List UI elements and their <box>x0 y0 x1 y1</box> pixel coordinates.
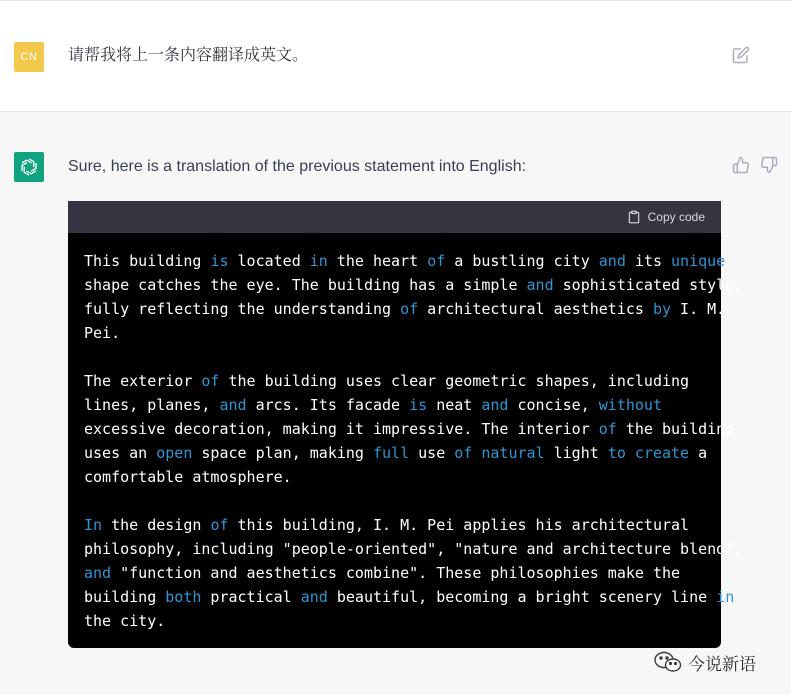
code-line <box>84 420 734 438</box>
thumbs-down-icon[interactable] <box>760 156 778 174</box>
code-content <box>84 249 744 633</box>
code-line <box>84 612 165 630</box>
wechat-icon <box>653 650 683 674</box>
code-text: comfortable atmosphere. <box>84 468 292 486</box>
code-text: this building, I. M. Pei applies his architectural <box>228 516 690 534</box>
assistant-intro-text: Sure, here is a translation of the previous statement into English: <box>68 158 527 175</box>
code-text: I. M. <box>671 300 726 318</box>
code-line <box>84 300 725 318</box>
code-line <box>84 444 707 462</box>
code-text <box>626 444 635 462</box>
code-keyword: is <box>210 252 229 270</box>
code-text: practical <box>201 588 301 606</box>
code-text: concise, <box>508 396 599 414</box>
user-message-text: 请帮我将上一条内容翻译成英文。 <box>68 45 309 64</box>
code-text: The exterior <box>84 372 202 390</box>
code-keyword: and <box>481 396 509 414</box>
code-keyword: create <box>634 444 690 462</box>
code-text: lines, planes, <box>84 396 220 414</box>
code-line <box>84 468 292 486</box>
code-keyword: without <box>598 396 662 414</box>
code-text: philosophy, including "people-oriented", "nature and architecture blend", <box>84 540 744 558</box>
code-keyword: open <box>156 444 193 462</box>
code-keyword: of <box>210 516 229 534</box>
code-line <box>84 396 662 414</box>
code-keyword: by <box>652 300 672 318</box>
code-line <box>84 564 680 582</box>
code-text: shape catches the eye. The building has a simple <box>84 276 527 294</box>
code-line <box>84 372 689 390</box>
code-text: a bustling city <box>445 252 599 270</box>
code-text: building <box>84 588 166 606</box>
assistant-message-row <box>0 112 791 695</box>
code-text: excessive decoration, making it impressive. The interior <box>84 420 599 438</box>
code-text: the building <box>616 420 735 438</box>
code-keyword: of <box>598 420 617 438</box>
code-text: architectural aesthetics <box>418 300 653 318</box>
code-text: space plan, making <box>192 444 373 462</box>
code-text: fully reflecting the understanding <box>84 300 401 318</box>
code-text: arcs. Its facade <box>246 396 410 414</box>
edit-icon[interactable] <box>732 46 750 64</box>
thumbs-up-icon[interactable] <box>732 156 750 174</box>
code-keyword: and <box>300 588 328 606</box>
chatgpt-logo-icon <box>14 152 44 182</box>
code-keyword: and <box>219 396 247 414</box>
code-text: the heart <box>327 252 428 270</box>
watermark-text: 今说新语 <box>688 654 756 675</box>
code-line <box>84 516 689 534</box>
user-message-row <box>0 0 791 112</box>
clipboard-icon <box>627 209 641 225</box>
code-keyword: of <box>201 372 220 390</box>
code-text: sophisticated style, <box>553 276 744 294</box>
code-text: the design <box>102 516 211 534</box>
code-text: its <box>625 252 672 270</box>
code-line <box>84 588 734 606</box>
code-keyword: in <box>309 252 328 270</box>
code-line <box>84 324 120 342</box>
code-block-header <box>68 201 721 233</box>
code-line <box>84 540 743 558</box>
code-text: use <box>409 444 455 462</box>
code-keyword: and <box>598 252 626 270</box>
code-text: a <box>689 444 708 462</box>
code-keyword: full <box>373 444 410 462</box>
code-keyword: is <box>409 396 428 414</box>
copy-code-label: Copy code <box>647 210 705 224</box>
user-avatar: CN <box>14 42 44 72</box>
code-line <box>84 276 743 294</box>
copy-code-button[interactable] <box>627 208 705 226</box>
code-keyword: to <box>607 444 626 462</box>
code-keyword: In <box>84 516 103 534</box>
code-text: the city. <box>84 612 166 630</box>
code-text: neat <box>427 396 482 414</box>
code-keyword: of <box>427 252 446 270</box>
code-text: Pei. <box>84 324 121 342</box>
code-text: light <box>544 444 608 462</box>
code-text: the building uses clear geometric shapes, including <box>219 372 690 390</box>
code-keyword: both <box>165 588 202 606</box>
code-keyword: of <box>400 300 419 318</box>
watermark <box>653 649 756 675</box>
code-keyword: natural <box>481 444 545 462</box>
code-keyword: and <box>84 564 112 582</box>
code-text: beautiful, becoming a bright scenery line <box>327 588 717 606</box>
code-keyword: unique <box>671 252 726 270</box>
code-text: located <box>228 252 310 270</box>
code-text: "function and aesthetics combine". These philosophies make the <box>111 564 681 582</box>
code-text: This building <box>84 252 211 270</box>
code-keyword: in <box>716 588 735 606</box>
code-keyword: and <box>526 276 554 294</box>
code-text: uses an <box>84 444 157 462</box>
code-keyword: of <box>454 444 473 462</box>
code-line <box>84 252 725 270</box>
code-block <box>68 201 744 648</box>
